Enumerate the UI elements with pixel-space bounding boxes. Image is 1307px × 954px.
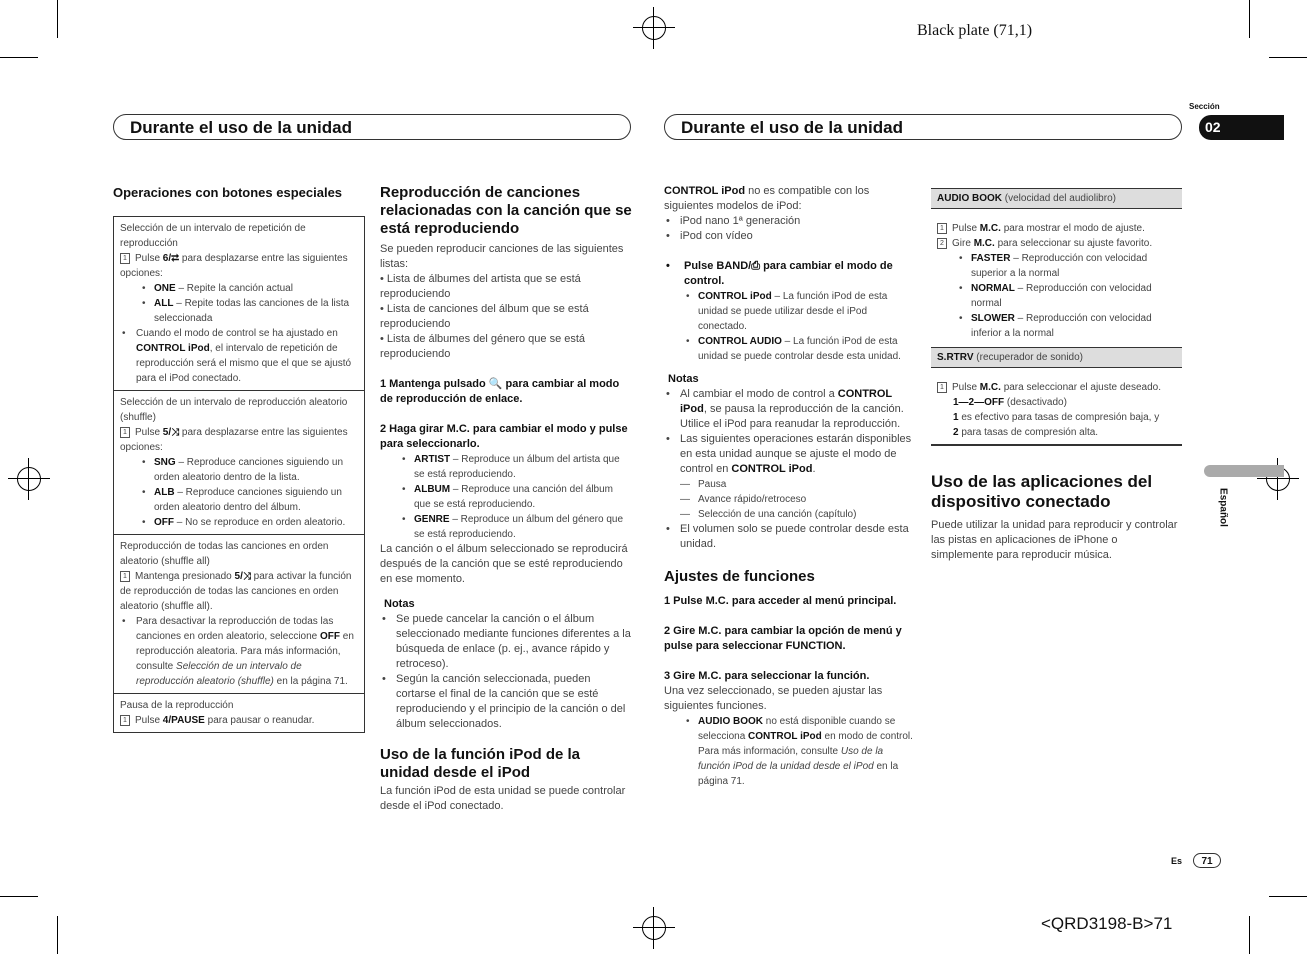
- option-key: CONTROL AUDIO: [698, 336, 782, 347]
- registration-mark: [17, 467, 41, 491]
- notes-title: Notas: [668, 373, 699, 385]
- key: CONTROL iPod: [731, 463, 813, 475]
- key: 6/⮂: [162, 253, 180, 264]
- text: Pulse: [135, 715, 161, 726]
- settings-heading: Ajustes de funciones: [664, 568, 815, 585]
- text: (velocidad del audiolibro): [1004, 193, 1116, 204]
- text: , el intervalo de repetición de reproducción será el mismo que el que se ajustó para el iPod conectado.: [136, 343, 352, 384]
- text: Pulse: [135, 253, 161, 264]
- band-step: • Pulse BAND/⎙ para cambiar el modo de control.: [664, 259, 916, 289]
- option-desc: – La función iPod de esta unidad se puede controlar desde esta unidad.: [698, 336, 901, 362]
- notes-title: Notas: [384, 598, 415, 610]
- text: para seleccionar su ajuste favorito.: [997, 238, 1153, 249]
- text: Pulse: [135, 427, 161, 438]
- option-desc: – Reproducción con velocidad normal: [971, 283, 1152, 309]
- option-key: ALB: [154, 487, 175, 498]
- registration-mark: [642, 16, 666, 40]
- text: Cuando el modo de control se ha ajustado en: [136, 328, 338, 339]
- text: en reproducción aleatoria. Para más información, consulte: [136, 631, 354, 672]
- cross-reference: Uso de la función iPod de la unidad desde el iPod: [698, 746, 884, 772]
- text: .: [812, 463, 816, 475]
- document-code: <QRD3198-B>71: [1041, 914, 1173, 933]
- key: M.C.: [979, 223, 1001, 234]
- option-desc: – Reproduce un álbum del artista que se está reproduciendo.: [414, 454, 620, 480]
- text: Mantenga presionado: [135, 571, 232, 582]
- option-key: SNG: [154, 457, 176, 468]
- text: (recuperador de sonido): [976, 352, 1084, 363]
- list-item: • iPod con vídeo: [664, 229, 916, 244]
- audio-book-bar: [931, 188, 1182, 209]
- text: en la página 71.: [276, 676, 348, 687]
- crop-mark: [1269, 57, 1307, 58]
- step-2: 2 Gire M.C. para cambiar la opción de menú y pulse para seleccionar FUNCTION.: [664, 625, 902, 652]
- side-language: Español: [1217, 488, 1229, 527]
- key: M.C.: [979, 382, 1001, 393]
- text: para activar la función de reproducción de todas las canciones en orden aleatorio (shuffle all).: [120, 571, 352, 612]
- key: CONTROL iPod: [664, 185, 746, 197]
- text: para desplazarse entre las siguientes opciones:: [120, 253, 348, 279]
- apps-heading: Uso de las aplicaciones del dispositivo conectado: [931, 472, 1153, 511]
- header-right: Durante el uso de la unidad: [664, 114, 1182, 140]
- text: Al cambiar el modo de control a: [680, 388, 835, 400]
- text: Para desactivar la reproducción de todas las canciones en orden aleatorio, seleccione: [136, 616, 334, 642]
- text: en la página 71.: [698, 761, 899, 787]
- crop-mark: [0, 57, 38, 58]
- column-1: [113, 184, 365, 733]
- audio-book-steps: 1 Pulse M.C. para mostrar el modo de ajuste. 2 Gire M.C. para seleccionar su ajuste favorito. • FASTER – Reproducción con velocidad superior a la normal • NORMAL – Reproducción con velocidad normal • SLOWER – Reproducción con velocidad inferior a la normal: [931, 209, 1182, 347]
- options: 1—2—OFF: [953, 397, 1005, 408]
- text: para pausar o reanudar.: [207, 715, 315, 726]
- option-desc: – Repite la canción actual: [178, 283, 293, 294]
- text: para seleccionar el ajuste deseado.: [1003, 382, 1162, 393]
- list-item: • Lista de canciones del álbum que se está reproduciendo: [380, 303, 589, 330]
- key: AUDIO BOOK: [698, 716, 763, 727]
- pause-section: Pausa de la reproducción 1 Pulse 4/PAUSE para pausar o reanudar.: [114, 694, 364, 732]
- column-4: [931, 188, 1182, 563]
- text: Las siguientes operaciones estarán disponibles en esta unidad aunque se ajuste el modo de control en: [680, 433, 912, 475]
- crop-mark: [0, 896, 38, 897]
- column-2: [380, 184, 632, 814]
- key: 5/⤨: [234, 571, 251, 582]
- option-desc: – Repite todas las canciones de la lista seleccionada: [154, 298, 350, 324]
- plate-label: Black plate (71,1): [917, 22, 1033, 39]
- option-key: ALBUM: [414, 484, 451, 495]
- text: en modo de control. Para más información, consulte: [698, 731, 913, 757]
- option-desc: – Reproduce un álbum del género que se está reproduciendo.: [414, 514, 624, 540]
- shuffle-heading: Selección de un intervalo de reproducción aleatorio (shuffle): [120, 397, 348, 423]
- key: CONTROL iPod: [748, 731, 822, 742]
- key: 1: [953, 412, 959, 423]
- paragraph: Una vez seleccionado, se pueden ajustar las siguientes funciones.: [664, 685, 883, 712]
- repeat-heading: Selección de un intervalo de repetición de reproducción: [120, 223, 306, 249]
- registration-mark: [642, 916, 666, 940]
- option-key: ARTIST: [414, 454, 451, 465]
- section-number: 02: [1199, 115, 1284, 140]
- option-desc: – No se reproduce en orden aleatorio.: [176, 517, 346, 528]
- page-lang: Es: [1171, 856, 1183, 866]
- paragraph: La función iPod de esta unidad se puede controlar desde el iPod conectado.: [380, 785, 626, 812]
- crop-mark: [1269, 896, 1307, 897]
- text: para desplazarse entre las siguientes opciones:: [120, 427, 348, 453]
- option-desc: – La función iPod de esta unidad se puede utilizar desde el iPod conectado.: [698, 291, 888, 332]
- shuffle-all-heading: Reproducción de todas las canciones en orden aleatorio (shuffle all): [120, 541, 329, 567]
- step-1: 1 Mantenga pulsado 🔍 para cambiar al modo de reproducción de enlace.: [380, 378, 620, 405]
- text: (desactivado): [1006, 397, 1067, 408]
- option-key: ONE: [154, 283, 176, 294]
- list-item: — Selección de una canción (capítulo): [664, 507, 916, 522]
- page-number: 71: [1193, 853, 1221, 868]
- list-item: • iPod nano 1ª generación: [664, 214, 916, 229]
- paragraph: Puede utilizar la unidad para reproducir y controlar las pistas en aplicaciones de iPhone o simplemente para reproducir música.: [931, 519, 1178, 561]
- note: • Se puede cancelar la canción o el álbum seleccionado mediante funciones diferentes a la búsqueda de enlace (p. ej., avance rápido y retroceso).: [380, 612, 632, 672]
- step-3: 3 Gire M.C. para seleccionar la función.: [664, 670, 870, 682]
- shuffle-section: Selección de un intervalo de reproducción aleatorio (shuffle) 1 Pulse 5/⤨ para desplazarse entre las siguientes opciones: • SNG – Reproduce canciones siguiendo un orden aleatorio dentro de la lista. • ALB – Reproduce canciones siguiendo un orden aleatorio dentro del álbum. • OFF – No se reproduce en orden aleatorio.: [114, 391, 364, 535]
- key: CONTROL iPod: [136, 343, 210, 354]
- srtrv-bar: [931, 347, 1182, 368]
- option-desc: – Reproduce canciones siguiendo un orden aleatorio dentro del álbum.: [154, 487, 342, 513]
- pause-heading: Pausa de la reproducción: [120, 700, 234, 711]
- text: no está disponible cuando se selecciona: [698, 716, 896, 742]
- option-key: ALL: [154, 298, 174, 309]
- text: es efectivo para tasas de compresión baja, y: [961, 412, 1160, 423]
- crop-mark: [57, 0, 58, 38]
- column-3: [664, 184, 916, 789]
- paragraph: La canción o el álbum seleccionado se reproducirá después de la canción que se esté reproduciendo en ese momento.: [380, 543, 628, 585]
- text: Gire: [952, 238, 971, 249]
- key: S.RTRV: [937, 352, 974, 363]
- srtrv-steps: 1 Pulse M.C. para seleccionar el ajuste deseado. 1—2—OFF (desactivado) 1 es efectivo para tasas de compresión baja, y 2 para tasas de compresión alta.: [931, 368, 1182, 446]
- list-item: • Lista de álbumes del artista que se está reproduciendo: [380, 273, 581, 300]
- header-left: Durante el uso de la unidad: [113, 114, 631, 140]
- crop-mark: [57, 916, 58, 954]
- key: M.C.: [973, 238, 995, 249]
- section-label: Sección: [1189, 102, 1220, 111]
- step-2: 2 Haga girar M.C. para cambiar el modo y pulse para seleccionarlo.: [380, 423, 628, 450]
- list-item: • Lista de álbumes del género que se está reproduciendo: [380, 333, 586, 360]
- key: 5/⤨: [162, 427, 180, 438]
- option-key: CONTROL iPod: [698, 291, 772, 302]
- key: OFF: [320, 631, 341, 642]
- text: no es compatible con los siguientes modelos de iPod:: [664, 185, 870, 212]
- text: Pulse: [952, 382, 978, 393]
- step-1: 1 Pulse M.C. para acceder al menú principal.: [664, 595, 897, 607]
- col1-title: Operaciones con botones especiales: [113, 185, 343, 200]
- option-key: GENRE: [414, 514, 450, 525]
- cross-reference: Selección de un intervalo de reproducción aleatorio (shuffle): [136, 661, 302, 687]
- language-tab: [1204, 465, 1284, 477]
- text: para tasas de compresión alta.: [961, 427, 1099, 438]
- note: • Según la canción seleccionada, pueden cortarse el final de la canción que se esté reproduciendo y el principio de la canción o del álbum seleccionados.: [380, 672, 632, 732]
- col2-title: Reproducción de canciones relacionadas con la canción que se está reproduciendo: [380, 184, 632, 237]
- ipod-heading: Uso de la función iPod de la unidad desde el iPod: [380, 746, 581, 781]
- shuffle-all-section: Reproducción de todas las canciones en orden aleatorio (shuffle all) 1 Mantenga presionado 5/⤨ para activar la función de reproducción de todas las canciones en orden aleatorio (shuffle all). • Para desactivar la reproducción de todas las canciones en orden aleatorio, seleccione OFF en reproducción aleatoria. Para más información, consulte Selección de un intervalo de reproducción aleatorio (shuffle) en la página 71.: [114, 535, 364, 694]
- key: AUDIO BOOK: [937, 193, 1002, 204]
- key: 4/PAUSE: [162, 715, 205, 726]
- intro: Se pueden reproducir canciones de las siguientes listas:: [380, 243, 624, 270]
- option-desc: – Reproducción con velocidad inferior a la normal: [971, 313, 1152, 339]
- text: , se pausa la reproducción de la canción. Utilice el iPod para reanudar la reproducción.: [680, 403, 904, 430]
- repeat-section: Selección de un intervalo de repetición de reproducción 1 Pulse 6/⮂ para desplazarse entre las siguientes opciones: • ONE – Repite la canción actual • ALL – Repite todas las canciones de la lista seleccionada • Cuando el modo de control se ha ajustado en CONTROL iPod, el intervalo de repetición de reproducción será el mismo que el que se ajustó para el iPod conectado.: [114, 217, 364, 391]
- list-item: — Pausa: [664, 477, 916, 492]
- option-key: NORMAL: [971, 283, 1015, 294]
- option-key: SLOWER: [971, 313, 1015, 324]
- text: Pulse: [952, 223, 978, 234]
- note: • El volumen solo se puede controlar desde esta unidad.: [664, 522, 916, 552]
- crop-mark: [1249, 916, 1250, 954]
- key: CONTROL iPod: [680, 388, 892, 415]
- option-desc: – Reproduce una canción del álbum que se está reproduciendo.: [414, 484, 613, 510]
- key: 2: [953, 427, 959, 438]
- option-desc: – Reproducción con velocidad superior a la normal: [971, 253, 1148, 279]
- option-key: FASTER: [971, 253, 1011, 264]
- option-desc: – Reproduce canciones siguiendo un orden aleatorio dentro de la lista.: [154, 457, 344, 483]
- text: para mostrar el modo de ajuste.: [1003, 223, 1145, 234]
- special-buttons-box: [113, 216, 365, 733]
- option-key: OFF: [154, 517, 174, 528]
- list-item: — Avance rápido/retroceso: [664, 492, 916, 507]
- crop-mark: [1249, 0, 1250, 38]
